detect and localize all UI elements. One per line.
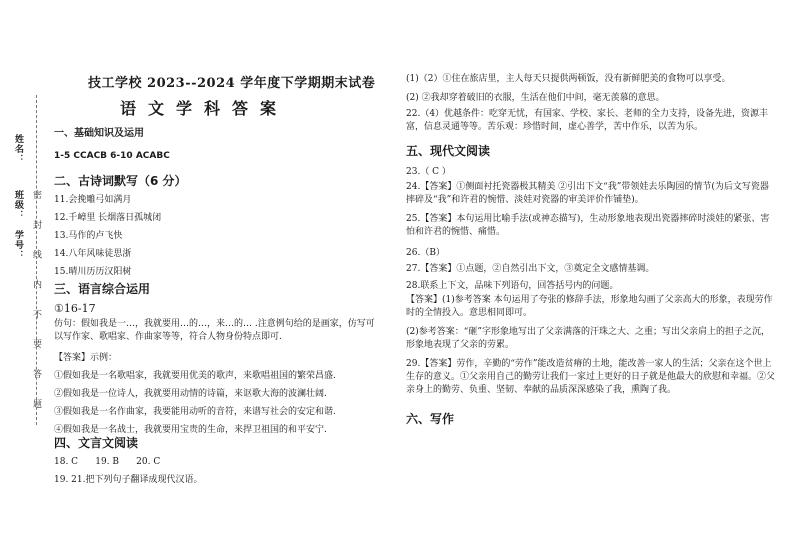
example-sentence: ②假如我是一位诗人，我就要用动情的诗篇，来讴歌大海的波澜壮阔. — [54, 389, 327, 399]
answer-23: 23.（ C ） — [406, 167, 451, 177]
name-label: 姓名： — [13, 134, 23, 164]
seal-line — [36, 95, 37, 425]
section-4-title: 四、文言文阅读 — [54, 436, 139, 450]
question-range: ①16-17 — [54, 302, 96, 315]
answer-25: 25.【答案】本句运用比喻手法(或神态描写)，生动形象地表现出瓷器摔碎时淡娃的紧张、害怕和许君的惋惜、痛惜。 — [406, 214, 770, 237]
section-5-title: 五、现代文阅读 — [406, 144, 491, 158]
answer-24: 24.【答案】①侧面衬托瓷器极其精美 ②引出下文“我”带领娃去乐陶园的情节(为后文写瓷器摔碎及“我”和许君的惋惜、淡娃对瓷器的审美评价作铺垫)。 — [406, 182, 769, 205]
answer-22: 22.（4）优越条件：吃穿无忧，有国家、学校、家长、老师的全力支持，设备先进，资源丰富，信息灵通等等。苦乐观：珍惜时间，虚心善学，苦中作乐，以苦为乐。 — [406, 109, 769, 132]
poem-line: 14.八年风味徒思浙 — [54, 249, 132, 259]
section-6-title: 六、写作 — [406, 412, 455, 426]
section-2-title: 二、古诗词默写（6 分） — [54, 174, 187, 188]
section-1-title: 一、基础知识及运用 — [54, 128, 144, 139]
example-sentence: ①假如我是一名歌唱家，我就要用优美的歌声，来歌唱祖国的繁荣昌盛. — [54, 371, 336, 381]
seat-label: 学号： — [13, 230, 23, 260]
translation-2: (2) ②我却穿着破旧的衣服，生活在他们中间，毫无羡慕的意思。 — [406, 93, 665, 103]
answer-29: 29.【答案】劳作，辛勤的“劳作”能改造贫瘠的土地，能改善一家人的生活；父亲在这个世上生存的意义。①父亲用自己的勤劳让我们一家过上更好的日子就是他最大的欣慰和幸福。②父亲身上的勤劳、负重、坚韧、奉献的品质深深感染了我，熏陶了我。 — [406, 359, 776, 395]
section-3-title: 三、语言综合运用 — [54, 282, 151, 296]
question-28: 28.联系上下文，品味下列语句，回答括号内的问题。 — [406, 281, 619, 291]
answer-26: 26.（B） — [406, 248, 445, 258]
class-label: 班级： — [13, 190, 23, 220]
seal-line-text: 密 封 线 内 不 要 答 题 — [31, 190, 41, 418]
imitation-prompt: 仿句：假如我是一…，我就要用…的…，来…的… .注意例句给的是画家，仿写可以写作家、歌唱家、作曲家等等，符合人物身份特点即可. — [54, 319, 375, 342]
poem-line: 15.晴川历历汉阳树 — [54, 267, 132, 277]
poem-line: 13.马作的卢飞快 — [54, 231, 123, 241]
poem-line: 12.千嶂里 长烟落日孤城闭 — [54, 213, 162, 223]
translate-question: 19. 21.把下列句子翻译成现代汉语。 — [54, 475, 203, 485]
exam-title: 技工学校 2023--2024 学年度下学期期末试卷 — [88, 76, 376, 91]
example-sentence: ④假如我是一名战士，我就要用宝贵的生命，来捍卫祖国的和平安宁. — [54, 425, 327, 435]
answer-28-2: (2)参考答案：“砸”字形象地写出了父亲满落的汗珠之大、之重；写出父亲肩上的担子之沉，形象地表现了父亲的劳累。 — [406, 327, 770, 350]
section-1-answers: 1-5 CCACB 6-10 ACABC — [54, 151, 170, 161]
example-sentence: ③假如我是一名作曲家，我要能用动听的音符，来谱写社会的安定和谐. — [54, 407, 336, 417]
answer-label: 【答案】示例： — [54, 353, 118, 363]
translation-1: (1)（2）①住在旅店里，主人每天只提供两顿饭，没有新鲜肥美的食物可以享受。 — [406, 74, 731, 84]
poem-line: 11.会挽雕弓如满月 — [54, 195, 132, 205]
answer-27: 27.【答案】①点题，②自然引出下文，③奠定全文感情基调。 — [406, 264, 655, 274]
section-4-answers: 18. C 19. B 20. C — [54, 457, 161, 467]
exam-subtitle: 语文学科答案 — [120, 99, 289, 118]
answer-28-1: 【答案】(1)参考答案 本句运用了夸张的修辞手法，形象地勾画了父亲高大的形象，表现劳作时的全情投入。意思相同即可。 — [406, 295, 773, 318]
